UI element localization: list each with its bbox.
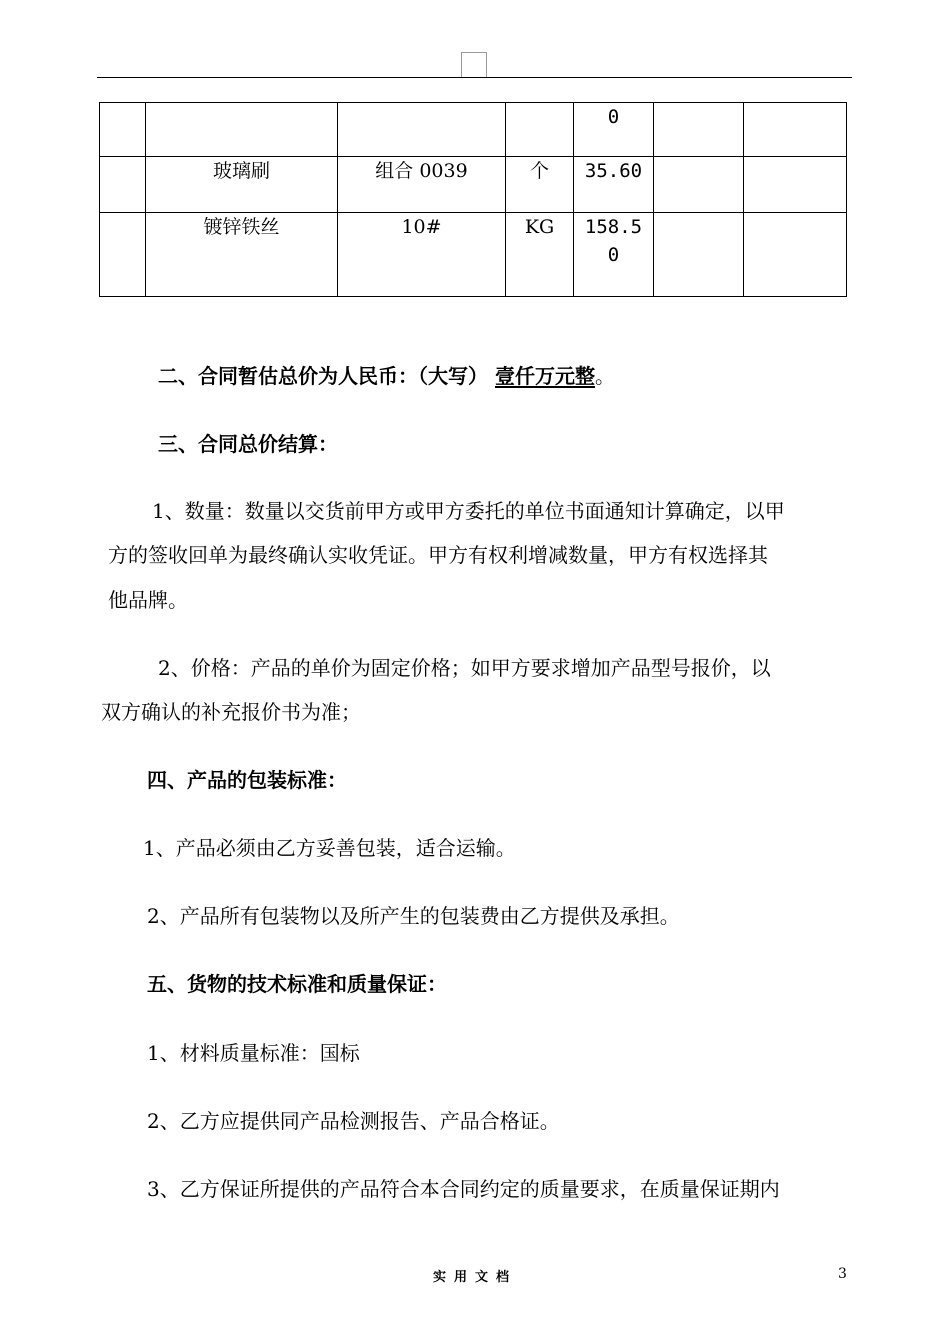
items-table <box>99 102 847 297</box>
table-row <box>100 157 847 213</box>
table-cell <box>654 157 744 213</box>
section-2-suffix: 。 <box>594 364 615 388</box>
table-cell-quantity: 35.60 <box>574 157 654 213</box>
section-3-para-2-line-2: 双方确认的补充报价书为准； <box>101 700 361 724</box>
table-cell <box>744 157 847 213</box>
page-number: 3 <box>838 1266 847 1282</box>
table-cell <box>146 103 338 157</box>
section-2-amount: 壹仟万元整 <box>494 364 595 388</box>
section-3-para-2-line-1: 2、价格：产品的单价为固定价格；如甲方要求增加产品型号报价，以 <box>158 656 771 680</box>
table-cell-unit: 个 <box>506 157 574 213</box>
quantity-line: 158.5 <box>584 216 643 238</box>
section-3-para-1-line-2: 方的签收回单为最终确认实收凭证。甲方有权利增减数量，甲方有权选择其 <box>108 543 768 567</box>
table-cell <box>506 103 574 157</box>
table-cell <box>100 157 146 213</box>
table-cell-name: 玻璃刷 <box>146 157 338 213</box>
section-4-para-1: 1、产品必须由乙方妥善包装，适合运输。 <box>143 836 516 860</box>
section-5-para-2: 2、乙方应提供同产品检测报告、产品合格证。 <box>147 1109 560 1133</box>
table-cell-quantity: 0 <box>574 103 654 157</box>
section-5-title: 五、货物的技术标准和质量保证： <box>147 972 447 996</box>
section-3-title: 三、合同总价结算： <box>158 432 338 456</box>
table-cell-quantity <box>574 213 654 297</box>
table-row <box>100 213 847 297</box>
section-5-para-3: 3、乙方保证所提供的产品符合本合同约定的质量要求，在质量保证期内 <box>147 1177 780 1201</box>
section-2-heading <box>158 362 615 390</box>
table-cell <box>100 103 146 157</box>
table-cell <box>654 213 744 297</box>
section-4-para-2: 2、产品所有包装物以及所产生的包装费由乙方提供及承担。 <box>147 904 680 928</box>
section-3-para-1-line-1: 1、数量：数量以交货前甲方或甲方委托的单位书面通知计算确定，以甲 <box>152 499 785 523</box>
table-cell <box>744 103 847 157</box>
section-2-prefix: 二、合同暂估总价为人民币：（大写） <box>158 364 488 388</box>
header-rule <box>97 77 852 78</box>
section-4-title: 四、产品的包装标准： <box>147 768 347 792</box>
table-cell <box>338 103 506 157</box>
header-marker <box>461 52 487 77</box>
table-row <box>100 103 847 157</box>
table-cell-spec: 10# <box>338 213 506 297</box>
table-cell-unit: KG <box>506 213 574 297</box>
quantity-line: 0 <box>607 244 620 266</box>
section-5-para-1: 1、材料质量标准：国标 <box>147 1041 360 1065</box>
table-cell-name: 镀锌铁丝 <box>146 213 338 297</box>
footer-label: 实用文档 <box>432 1270 517 1285</box>
section-3-para-1-line-3: 他品牌。 <box>108 588 188 612</box>
table-cell-spec: 组合 0039 <box>338 157 506 213</box>
table-cell <box>654 103 744 157</box>
table-cell <box>744 213 847 297</box>
table-cell <box>100 213 146 297</box>
